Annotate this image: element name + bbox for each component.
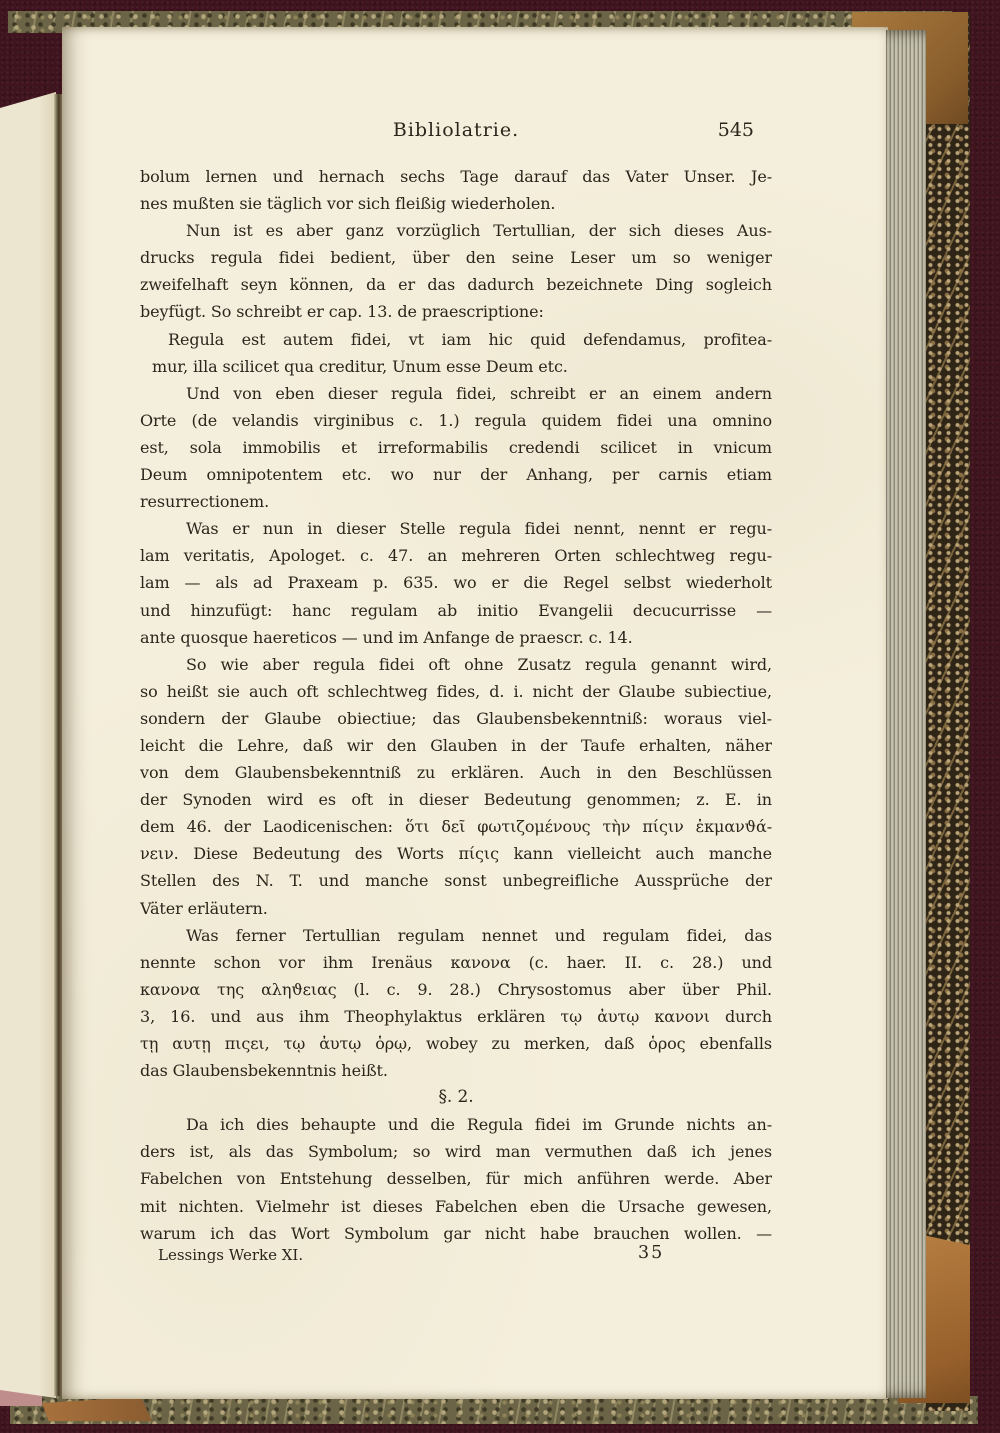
text-line: das Glaubensbekenntnis heißt. [140,1061,388,1081]
text-line: Nun ist es aber ganz vorzüglich Tertullian, der sich dieses Aus- [186,221,772,241]
running-head [140,116,772,144]
text-line: κανονα της αληϑειας (l. c. 9. 28.) Chrysostomus aber über Phil. [140,979,772,999]
text-line: leicht die Lehre, daß wir den Glauben in der Taufe erhalten, näher [140,735,772,755]
text-line: Stellen des N. T. und manche sonst unbegreifliche Aussprüche der [140,871,772,891]
text-line: zweifelhaft seyn können, da er das dadurch bezeichnete Ding sogleich [140,275,772,295]
text-line: Deum omnipotentem etc. wo nur der Anhang, per carnis etiam [140,465,772,485]
marbled-cover-right-strip [926,13,970,1411]
text-line: lam veritatis, Apologet. c. 47. an mehreren Orten schlechtweg regu- [140,546,772,566]
body-lines [140,163,772,1247]
text-line: νειν. Diese Bedeutung des Worts πίςις kann vielleicht auch manche [140,844,772,864]
page-footer [140,1243,772,1269]
text-line: Fabelchen von Entstehung desselben, für mich anführen werde. Aber [140,1169,772,1189]
text-line: Und von eben dieser regula fidei, schreibt er an einem andern [186,383,772,403]
text-line: dem 46. der Laodicenischen: ὅτι δεῖ φωτιζομένους τὴν πίςιν ἐκμανϑά- [140,817,772,837]
text-line: und hinzufügt: hanc regulam ab initio Evangelii decucurrisse — [140,600,772,620]
text-line: 3, 16. und aus ihm Theophylaktus erklären τῳ ἀυτῳ κανονι durch [140,1006,772,1026]
text-line: sondern der Glaube obiectiue; das Glaubensbekenntniß: woraus viel- [140,708,772,728]
fore-edge-pages [886,30,926,1398]
text-line: Da ich dies behaupte und die Regula fidei im Grunde nichts an- [186,1115,772,1135]
text-line: Was ferner Tertullian regulam nennet und regulam fidei, das [186,925,772,945]
text-line: resurrectionem. [140,492,270,512]
page-number: 545 [717,119,754,141]
text-line: Was er nun in dieser Stelle regula fidei nennt, nennt er regu- [186,519,772,539]
text-line: est, sola immobilis et irreformabilis credendi scilicet in vnicum [140,437,772,457]
text-line: Väter erläutern. [140,898,268,918]
marbled-cover-bottom-strip [10,1396,978,1424]
text-line: Regula est autem fidei, vt iam hic quid defendamus, profitea- [168,329,772,349]
text-line: der Synoden wird es oft in dieser Bedeutung genommen; z. E. in [140,790,772,810]
text-line: ders ist, als das Symbolum; so wird man vermuthen daß ich jenes [140,1142,772,1162]
text-line: Orte (de velandis virginibus c. 1.) regula quidem fidei una omnino [140,410,772,430]
text-line: warum ich das Wort Symbolum gar nicht habe brauchen wollen. — [140,1223,772,1243]
text-line: drucks regula fidei bedient, über den seine Leser um so weniger [140,248,772,268]
page-content [140,116,772,1247]
text-line: von dem Glaubensbekenntniß zu erklären. Auch in den Beschlüssen [140,763,772,783]
edition-label: Lessings Werke XI. [158,1246,304,1264]
text-line: ante quosque haereticos — und im Anfange de praescr. c. 14. [140,627,633,647]
text-line: beyfügt. So schreibt er cap. 13. de praescriptione: [140,302,544,322]
facing-page-edge [0,92,56,1398]
text-line: mur, illa scilicet qua creditur, Unum esse Deum etc. [152,356,568,376]
text-line: mit nichten. Vielmehr ist dieses Fabelchen eben die Ursache gewesen, [140,1196,772,1216]
signature-number: 35 [638,1243,665,1263]
text-line: so heißt sie auch oft schlechtweg fides, d. i. nicht der Glaube subiectiue, [140,681,772,701]
text-line: nennte schon vor ihm Irenäus κανονα (c. haer. II. c. 28.) und [140,952,772,972]
text-line: bolum lernen und hernach sechs Tage darauf das Vater Unser. Je- [140,167,772,186]
text-line: lam — als ad Praxeam p. 635. wo er die Regel selbst wiederholt [140,573,772,593]
text-line: nes mußten sie täglich vor sich fleißig wiederholen. [140,194,556,214]
running-title: Bibliolatrie. [392,119,520,141]
text-line: τῃ αυτῃ πιςει, τῳ ἀυτῳ ὁρῳ, wobey zu merken, daß ὁρος ebenfalls [140,1034,772,1053]
text-line: §. 2. [438,1087,474,1108]
text-line: So wie aber regula fidei oft ohne Zusatz regula genannt wird, [186,654,772,674]
